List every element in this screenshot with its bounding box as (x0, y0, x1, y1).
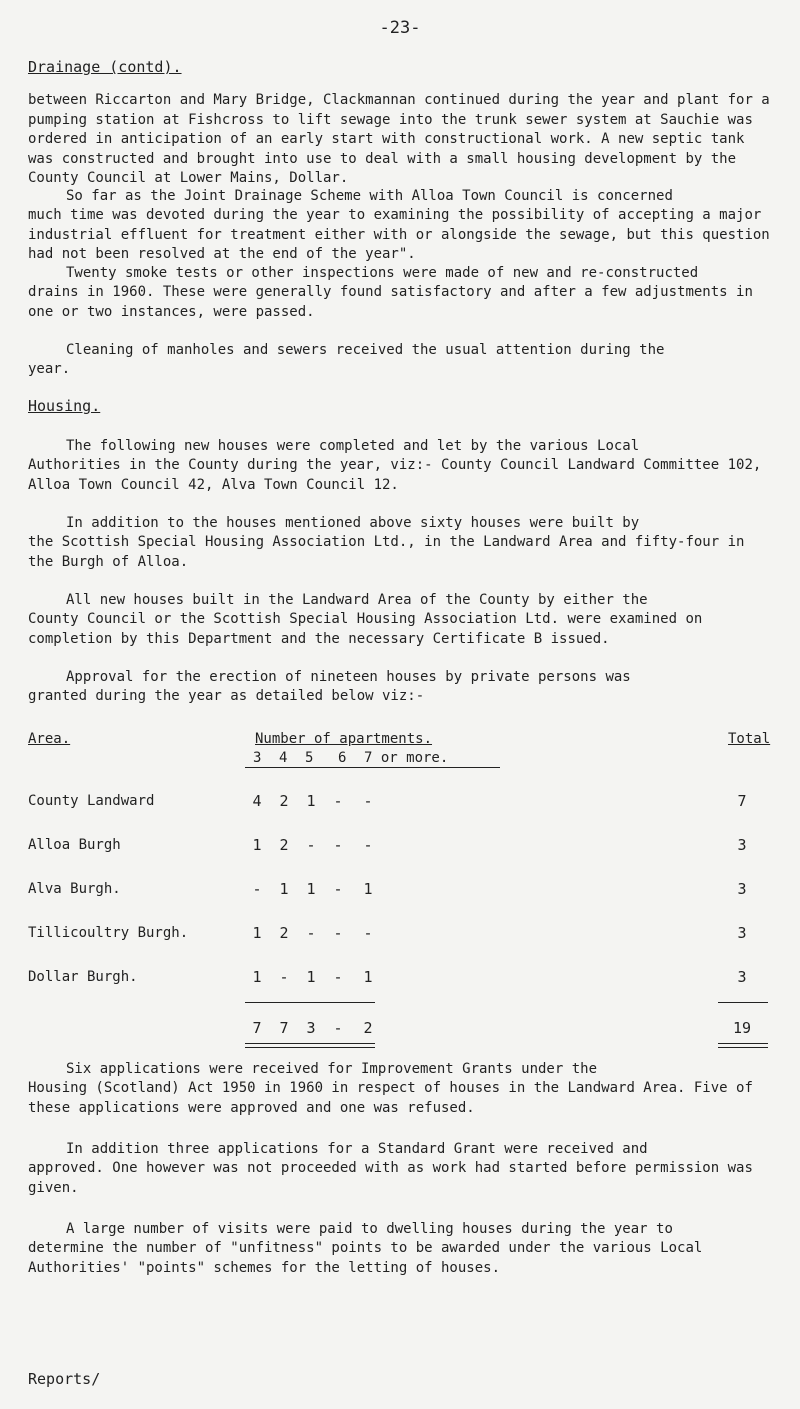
table-row-total: 7 (737, 792, 747, 810)
table-cell: 1 (306, 968, 316, 986)
table-cell: - (333, 836, 343, 854)
table-row-area: Tillicoultry Burgh. (28, 925, 189, 941)
table-cell: - (363, 836, 373, 854)
table-cell: 4 (252, 792, 262, 810)
table-sum-rule (245, 1002, 375, 1003)
table-area-header: Area. (28, 731, 71, 747)
table-cell: - (306, 924, 316, 942)
paragraph-housing-3-first-line: All new houses built in the Landward Area of the County by either the (66, 592, 648, 608)
table-cell: 1 (363, 880, 373, 898)
table-column-total: 7 (279, 1019, 289, 1037)
paragraph-drainage-1: between Riccarton and Mary Bridge, Clackmannan continued during the year and plant for a pumping station at Fishcross to lift sewage into the trunk sewer system at Sauchie was ordered in anticipation of an early start with constructional work. A new septic tank was constructed and brought into use to deal with a small housing development by the County Council at Lower Mains, Dollar. (28, 92, 770, 186)
table-double-rule (245, 1043, 375, 1044)
paragraph-drainage-4-first-line: Cleaning of manholes and sewers received the usual attention during the (66, 342, 665, 358)
table-column-total: 3 (306, 1019, 316, 1037)
table-cell: - (333, 880, 343, 898)
section-heading-drainage: Drainage (contd). (28, 58, 182, 76)
table-cell: 2 (279, 792, 289, 810)
page-number: -23- (379, 18, 421, 38)
paragraph-grants-2-first-line: In addition three applications for a Standard Grant were received and (66, 1141, 648, 1157)
table-row-total: 3 (737, 924, 747, 942)
table-cell: - (363, 792, 373, 810)
paragraph-grants-1-first-line: Six applications were received for Improvement Grants under the (66, 1061, 598, 1077)
paragraph-drainage-3: drains in 1960. These were generally found satisfactory and after a few adjustments in one or two instances, were passed. (28, 284, 753, 320)
table-total-header: Total (728, 731, 771, 747)
paragraph-drainage-3-first-line: Twenty smoke tests or other inspections were made of new and re-constructed (66, 265, 699, 281)
table-total-double-rule (718, 1047, 768, 1048)
table-cell: 2 (279, 836, 289, 854)
table-grand-total: 19 (732, 1019, 752, 1037)
table-col-label-6: 6 (338, 750, 347, 766)
table-row-total: 3 (737, 968, 747, 986)
table-row-area: Alloa Burgh (28, 837, 121, 853)
table-cell: 1 (252, 924, 262, 942)
table-cell: 1 (306, 880, 316, 898)
table-row-total: 3 (737, 836, 747, 854)
table-cell: 1 (363, 968, 373, 986)
paragraph-housing-1-first-line: The following new houses were completed and let by the various Local (66, 438, 640, 454)
paragraph-drainage-2-first-line: So far as the Joint Drainage Scheme with Alloa Town Council is concerned (66, 188, 673, 204)
table-cell: - (252, 880, 262, 898)
paragraph-housing-4-first-line: Approval for the erection of nineteen houses by private persons was (66, 669, 631, 685)
paragraph-drainage-4: year. (28, 361, 71, 377)
table-cell: - (279, 968, 289, 986)
paragraph-visits: determine the number of "unfitness" points to be awarded under the various Local Authorities' "points" schemes for the letting of houses. (28, 1240, 703, 1276)
paragraph-housing-2-first-line: In addition to the houses mentioned above sixty houses were built by (66, 515, 640, 531)
table-apartments-header: Number of apartments. (255, 731, 433, 747)
table-cell: 1 (252, 968, 262, 986)
table-row-area: County Landward (28, 793, 155, 809)
table-cell: 1 (252, 836, 262, 854)
table-header-underline (245, 767, 500, 768)
table-row-area: Dollar Burgh. (28, 969, 138, 985)
table-total-sum-rule (718, 1002, 768, 1003)
table-cell: - (363, 924, 373, 942)
table-cell: - (333, 968, 343, 986)
table-cell: 1 (306, 792, 316, 810)
table-col-label-5: 5 (305, 750, 314, 766)
paragraph-housing-2: the Scottish Special Housing Association Ltd., in the Landward Area and fifty-four in the Burgh of Alloa. (28, 534, 745, 570)
table-cell: 1 (279, 880, 289, 898)
table-cell: 2 (279, 924, 289, 942)
section-heading-housing: Housing. (28, 397, 101, 415)
paragraph-grants-2: approved. One however was not proceeded with as work had started before permission was given. (28, 1160, 753, 1196)
table-column-total: - (333, 1019, 343, 1037)
table-double-rule (245, 1047, 375, 1048)
paragraph-housing-3: County Council or the Scottish Special Housing Association Ltd. were examined on completion by this Department and the necessary Certificate B issued. (28, 611, 703, 647)
table-cell: - (333, 792, 343, 810)
paragraph-grants-1: Housing (Scotland) Act 1950 in 1960 in respect of houses in the Landward Area. Five of these applications were approved and one was refused. (28, 1080, 753, 1116)
table-col-label-7-or-more: 7 or more. (364, 750, 449, 766)
table-cell: - (306, 836, 316, 854)
table-row-area: Alva Burgh. (28, 881, 121, 897)
table-col-label-4: 4 (279, 750, 288, 766)
table-cell: - (333, 924, 343, 942)
paragraph-visits-first-line: A large number of visits were paid to dwelling houses during the year to (66, 1221, 673, 1237)
table-row-total: 3 (737, 880, 747, 898)
table-total-double-rule (718, 1043, 768, 1044)
table-col-label-3: 3 (253, 750, 262, 766)
table-column-total: 7 (252, 1019, 262, 1037)
continuation-catchword: Reports/ (28, 1370, 101, 1388)
paragraph-drainage-2: much time was devoted during the year to examining the possibility of accepting a major industrial effluent for treatment either with or alongside the sewage, but this question had not been resolved at the end of the year". (28, 207, 770, 262)
paragraph-housing-1: Authorities in the County during the year, viz:- County Council Landward Committee 102, Alloa Town Council 42, Alva Town Council 12. (28, 457, 762, 493)
table-column-total: 2 (363, 1019, 373, 1037)
paragraph-housing-4: granted during the year as detailed below viz:- (28, 688, 425, 704)
